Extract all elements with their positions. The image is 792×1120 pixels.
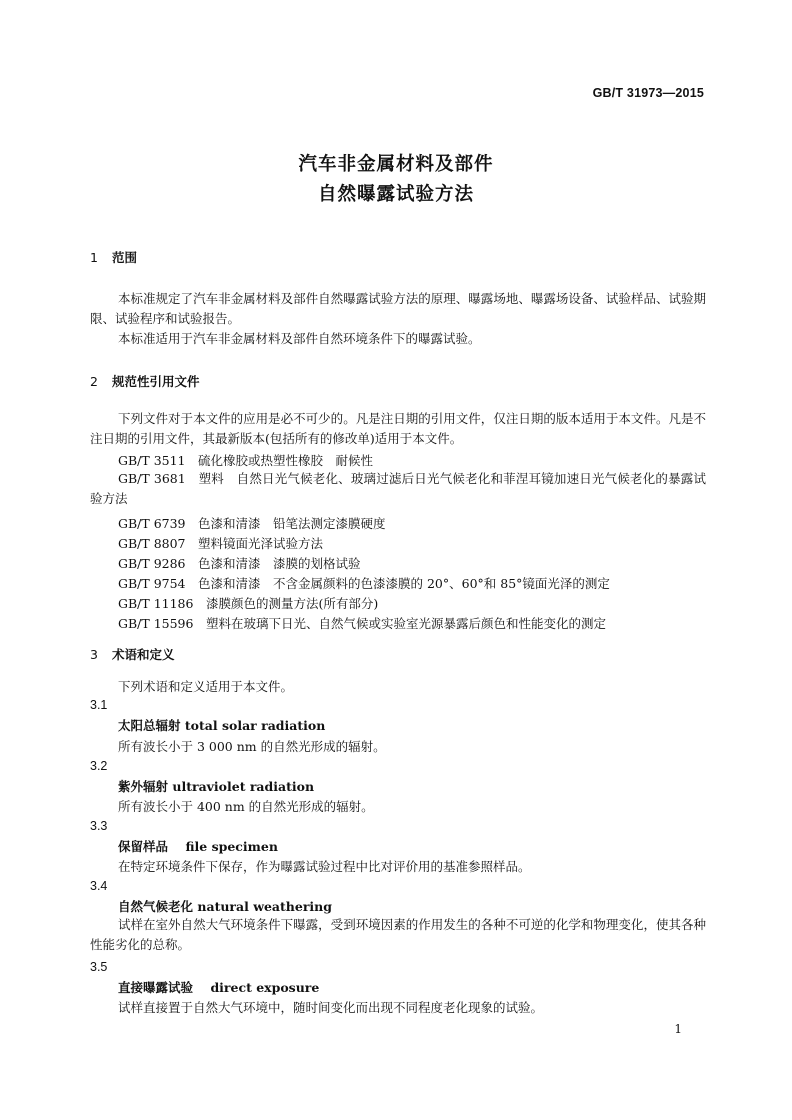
section-number: 1	[90, 250, 98, 265]
section-number: 3	[90, 647, 98, 662]
term-definition: 所有波长小于 3 000 nm 的自然光形成的辐射。	[118, 739, 386, 754]
term-en: file specimen	[185, 839, 278, 854]
section-title: 范围	[112, 250, 138, 265]
reference-item: GB/T 8807 塑料镜面光泽试验方法	[118, 536, 324, 551]
term-number: 3.2	[90, 759, 108, 773]
reference-item: GB/T 15596 塑料在玻璃下日光、自然气候或实验室光源暴露后颜色和性能变化的测定	[118, 616, 606, 631]
term-heading	[118, 978, 319, 996]
reference-item: GB/T 9754 色漆和清漆 不含金属颜料的色漆漆膜的 20°、60°和 85°镜面光泽的测定	[118, 576, 610, 591]
term-definition: 在特定环境条件下保存，作为曝露试验过程中比对评价用的基准参照样品。	[118, 859, 531, 874]
term-number: 3.5	[90, 960, 108, 974]
section-1-paragraph-1: 本标准规定了汽车非金属材料及部件自然曝露试验方法的原理、曝露场地、曝露场设备、试验样品、试验期限、试验程序和试验报告。	[90, 291, 706, 326]
term-en: total solar radiation	[184, 718, 326, 733]
section-2-heading	[90, 372, 200, 390]
term-heading	[118, 777, 314, 795]
section-1-paragraph-2: 本标准适用于汽车非金属材料及部件自然环境条件下的曝露试验。	[118, 331, 481, 346]
reference-item: GB/T 6739 色漆和清漆 铅笔法测定漆膜硬度	[118, 516, 386, 531]
section-title: 术语和定义	[112, 647, 175, 662]
document-title-line-1: 汽车非金属材料及部件	[298, 154, 494, 175]
reference-item: GB/T 3681 塑料 自然日光气候老化、玻璃过滤后日光气候老化和菲涅耳镜加速日光气候老化的暴露试验方法	[90, 471, 706, 506]
term-definition: 试样直接置于自然大气环境中，随时间变化而出现不同程度老化现象的试验。	[118, 1000, 544, 1015]
term-number: 3.1	[90, 698, 108, 712]
document-title-line-2: 自然曝露试验方法	[317, 184, 474, 205]
section-2-intro: 下列文件对于本文件的应用是必不可少的。凡是注日期的引用文件，仅注日期的版本适用于本文件。凡是不注日期的引用文件，其最新版本(包括所有的修改单)适用于本文件。	[90, 411, 706, 446]
term-zh: 保留样品	[118, 839, 169, 854]
section-3-heading	[90, 645, 175, 663]
section-number: 2	[90, 374, 98, 389]
term-definition: 试样在室外自然大气环境条件下曝露，受到环境因素的作用发生的各种不可逆的化学和物理变化，使其各种性能劣化的总称。	[90, 917, 706, 952]
term-zh: 自然气候老化	[118, 899, 194, 914]
term-en: direct exposure	[210, 980, 320, 995]
term-heading	[118, 837, 278, 855]
term-number: 3.3	[90, 819, 108, 833]
term-definition: 所有波长小于 400 nm 的自然光形成的辐射。	[118, 799, 374, 814]
term-en: ultraviolet radiation	[172, 779, 315, 794]
term-number: 3.4	[90, 879, 108, 893]
term-zh: 紫外辐射	[118, 779, 169, 794]
standard-code: GB/T 31973—2015	[592, 86, 704, 100]
term-heading	[118, 716, 325, 734]
reference-item: GB/T 11186 漆膜颜色的测量方法(所有部分)	[118, 596, 379, 611]
page-number: 1	[674, 1022, 682, 1036]
term-heading	[118, 897, 332, 915]
term-zh: 太阳总辐射	[118, 718, 181, 733]
term-en: natural weathering	[197, 899, 333, 914]
reference-item: GB/T 3511 硫化橡胶或热塑性橡胶 耐候性	[118, 453, 374, 468]
section-title: 规范性引用文件	[112, 374, 200, 389]
term-zh: 直接曝露试验	[118, 980, 194, 995]
section-1-heading	[90, 248, 137, 266]
reference-item: GB/T 9286 色漆和清漆 漆膜的划格试验	[118, 556, 361, 571]
section-3-intro: 下列术语和定义适用于本文件。	[118, 679, 294, 694]
